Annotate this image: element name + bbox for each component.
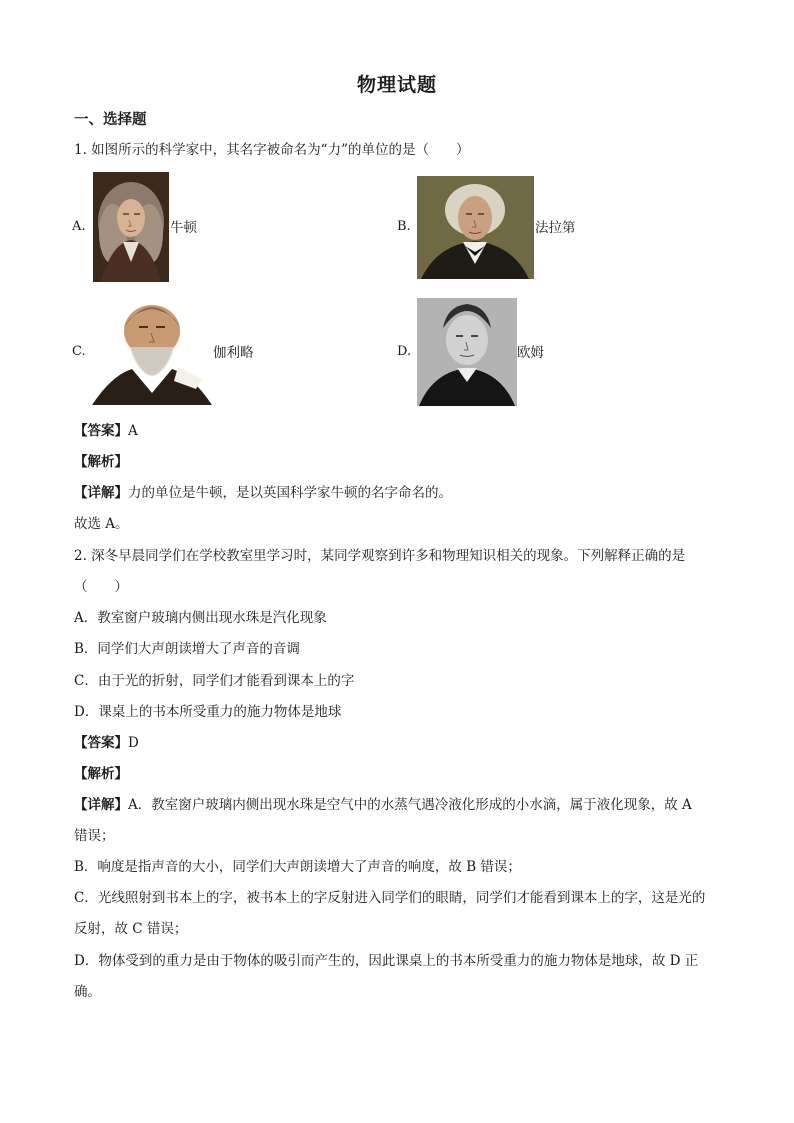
option-c-letter: C. (72, 344, 86, 359)
q2-option-a: A．教室窗户玻璃内侧出现水珠是汽化现象 (74, 610, 327, 626)
q2-detail-line-4: C．光线照射到书本上的字，被书本上的字反射进入同学们的眼睛，同学们才能看到课本上的字，这是光的 (74, 890, 706, 906)
q1-answer (74, 422, 138, 440)
ohm-portrait-icon (417, 298, 517, 406)
q2-detail-line-1 (74, 796, 692, 814)
q2-detail-line-2: 错误； (74, 828, 115, 844)
q2-detail-line-3: B．响度是指声音的大小，同学们大声朗读增大了声音的响度，故 B 错误； (74, 859, 521, 875)
q2-option-d: D．课桌上的书本所受重力的施力物体是地球 (74, 704, 342, 720)
q2-option-b: B．同学们大声朗读增大了声音的音调 (74, 641, 300, 657)
answer-value: D (128, 735, 139, 751)
option-d-name: 欧姆 (517, 345, 544, 361)
option-b-letter: B. (397, 219, 411, 234)
question-2-stem-line2: （ ） (74, 579, 128, 595)
option-a-name: 牛顿 (170, 220, 197, 236)
faraday-portrait-icon (417, 176, 534, 279)
q1-detail (74, 484, 452, 502)
detail-label: 【详解】 (74, 485, 128, 501)
option-d-letter: D. (397, 344, 412, 359)
q2-analysis-label: 【解析】 (74, 766, 128, 782)
q2-detail-line-7: 确。 (74, 984, 101, 1000)
detail-text: 力的单位是牛顿，是以英国科学家牛顿的名字命名的。 (128, 485, 452, 501)
q2-detail-line-5: 反射，故 C 错误； (74, 921, 188, 937)
section-heading: 一、选择题 (74, 111, 147, 128)
q1-conclusion: 故选 A。 (74, 516, 129, 532)
q2-answer (74, 734, 139, 752)
detail-text: A．教室窗户玻璃内侧出现水珠是空气中的水蒸气遇冷液化形成的小水滴，属于液化现象，故 A (128, 797, 692, 813)
q1-analysis-label: 【解析】 (74, 454, 128, 470)
newton-portrait-icon (93, 172, 169, 282)
option-b-name: 法拉第 (535, 220, 576, 236)
answer-value: A (128, 423, 138, 439)
page-title: 物理试题 (356, 74, 437, 96)
question-1-stem: 1. 如图所示的科学家中，其名字被命名为“力”的单位的是（ ） (74, 142, 470, 158)
answer-label: 【答案】 (74, 423, 128, 439)
detail-label: 【详解】 (74, 797, 128, 813)
option-c-name: 伽利略 (213, 345, 254, 361)
q2-detail-line-6: D．物体受到的重力是由于物体的吸引而产生的，因此课桌上的书本所受重力的施力物体是地球，故 D 正 (74, 953, 699, 969)
q2-option-c: C．由于光的折射，同学们才能看到课本上的字 (74, 673, 355, 689)
question-2-stem-line1: 2. 深冬早晨同学们在学校教室里学习时，某同学观察到许多和物理知识相关的现象。下列解释正确的是 (74, 548, 686, 564)
answer-label: 【答案】 (74, 735, 128, 751)
option-a-letter: A. (72, 219, 86, 234)
galileo-portrait-icon (92, 297, 212, 405)
